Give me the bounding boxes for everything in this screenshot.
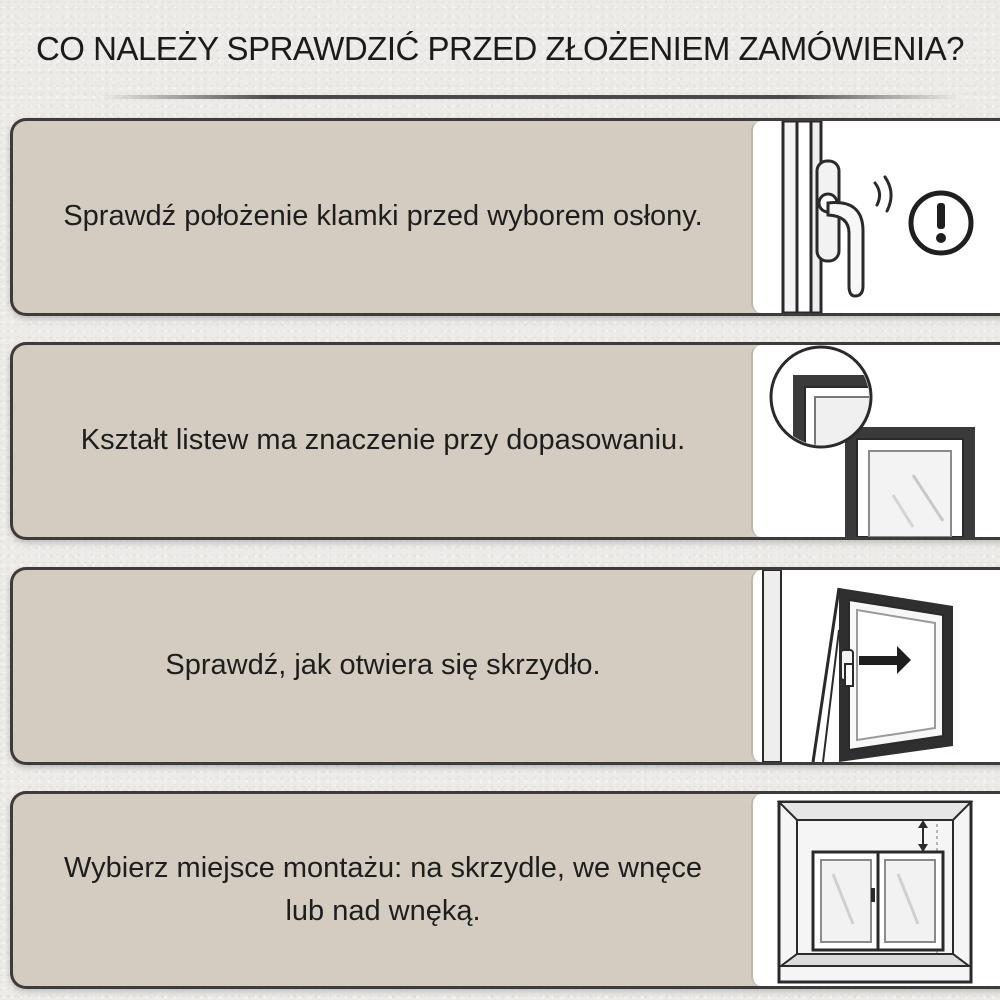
card-text: Sprawdź, jak otwiera się skrzydło. xyxy=(165,649,601,682)
window-handle-warning-icon xyxy=(751,121,1000,313)
info-card-handle xyxy=(10,118,1000,316)
title-divider xyxy=(100,95,960,99)
card-text: Wybierz miejsce montażu: na skrzydle, we wnęce lub nad wnęką. xyxy=(64,851,702,927)
window-recess-mounting-icon xyxy=(751,794,1000,986)
info-card-profile xyxy=(10,342,1000,540)
info-card-sash xyxy=(10,567,1000,765)
window-sash-open-icon xyxy=(751,570,1000,762)
window-frame-profile-icon xyxy=(751,345,1000,537)
page-title: CO NALEŻY SPRAWDZIĆ PRZED ZŁOŻENIEM ZAMÓWIENIA? xyxy=(35,30,965,67)
info-card-mounting xyxy=(10,791,1000,989)
card-text: Kształt listew ma znaczenie przy dopasowaniu. xyxy=(80,424,686,457)
card-text: Sprawdź położenie klamki przed wyborem osłony. xyxy=(63,200,703,233)
